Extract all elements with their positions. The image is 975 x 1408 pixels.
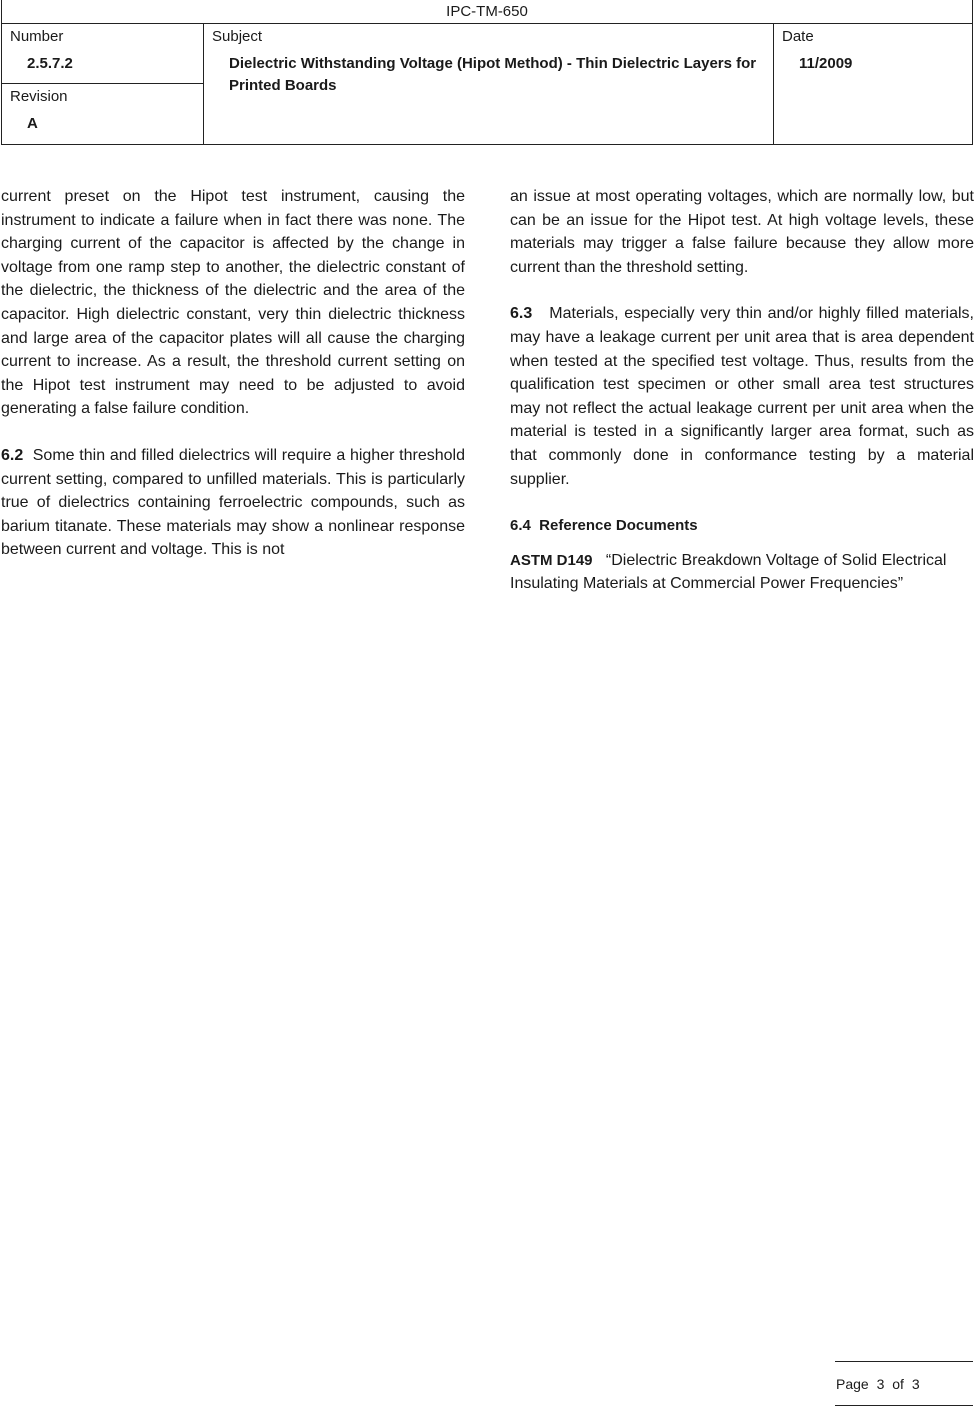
section-text: Materials, especially very thin and/or highly filled materials, may have a leakage current per unit area that is area dependent when tested at the specified test voltage. Thus, results from the qualification test specimen or other small area test structures may not reflect the actual leakage current per unit area when the material is tested in a significantly larger area format, such as that commonly done in conformance testing by a material supplier. bbox=[510, 305, 974, 488]
right-column bbox=[510, 185, 974, 619]
subject-label: Subject bbox=[212, 28, 263, 45]
left-column bbox=[1, 185, 465, 585]
section-text: Some thin and filled dielectrics will require a higher threshold current setting, compared to unfilled materials. This is particularly true of dielectrics containing ferroelectric compounds, such as barium titanate. These materials may show a nonlinear response between current and voltage. This is not bbox=[1, 446, 466, 559]
paragraph-continued: current preset on the Hipot test instrument, causing the instrument to indicate a failure when in fact there was none. The charging current of the capacitor is affected by the change in voltage from one ramp step to another, the dielectric constant of the dielectric, the thickness of the dielectric and the area of the capacitor. High dielectric constant, very thin dielectric thickness and large area of the capacitor plates will all cause the charging current to increase. As a result, the threshold current setting on the Hipot test instrument may need to be adjusted to avoid generating a false failure condition. bbox=[1, 188, 465, 418]
number-value: 2.5.7.2 bbox=[27, 55, 73, 72]
revision-label: Revision bbox=[10, 88, 68, 105]
section-6-2 bbox=[1, 444, 465, 562]
section-number: 6.3 bbox=[510, 305, 533, 323]
section-6-2-continued: an issue at most operating voltages, which are normally low, but can be an issue for the Hipot test. At high voltage levels, these materials may trigger a false failure because they allow more current than the threshold setting. bbox=[510, 188, 974, 276]
revision-value: A bbox=[27, 115, 38, 132]
date-label: Date bbox=[782, 28, 814, 45]
number-label: Number bbox=[10, 28, 64, 45]
subject-value: Dielectric Withstanding Voltage (Hipot Method) - Thin Dielectric Layers for Printed Boards bbox=[229, 55, 757, 94]
section-6-4-heading: 6.4 Reference Documents bbox=[510, 517, 698, 535]
page-number: Page 3 of 3 bbox=[836, 1376, 920, 1392]
date-value: 11/2009 bbox=[799, 55, 853, 72]
reference-id: ASTM D149 bbox=[510, 551, 593, 569]
section-number: 6.2 bbox=[1, 446, 24, 464]
reference-title: “Dielectric Breakdown Voltage of Solid Electrical Insulating Materials at Commercial Power Frequencies” bbox=[510, 551, 947, 593]
page-footer bbox=[835, 1361, 973, 1406]
section-6-3 bbox=[510, 302, 974, 491]
header-title: IPC-TM-650 bbox=[2, 0, 972, 24]
document-header bbox=[1, 0, 973, 145]
reference-item bbox=[510, 549, 974, 596]
